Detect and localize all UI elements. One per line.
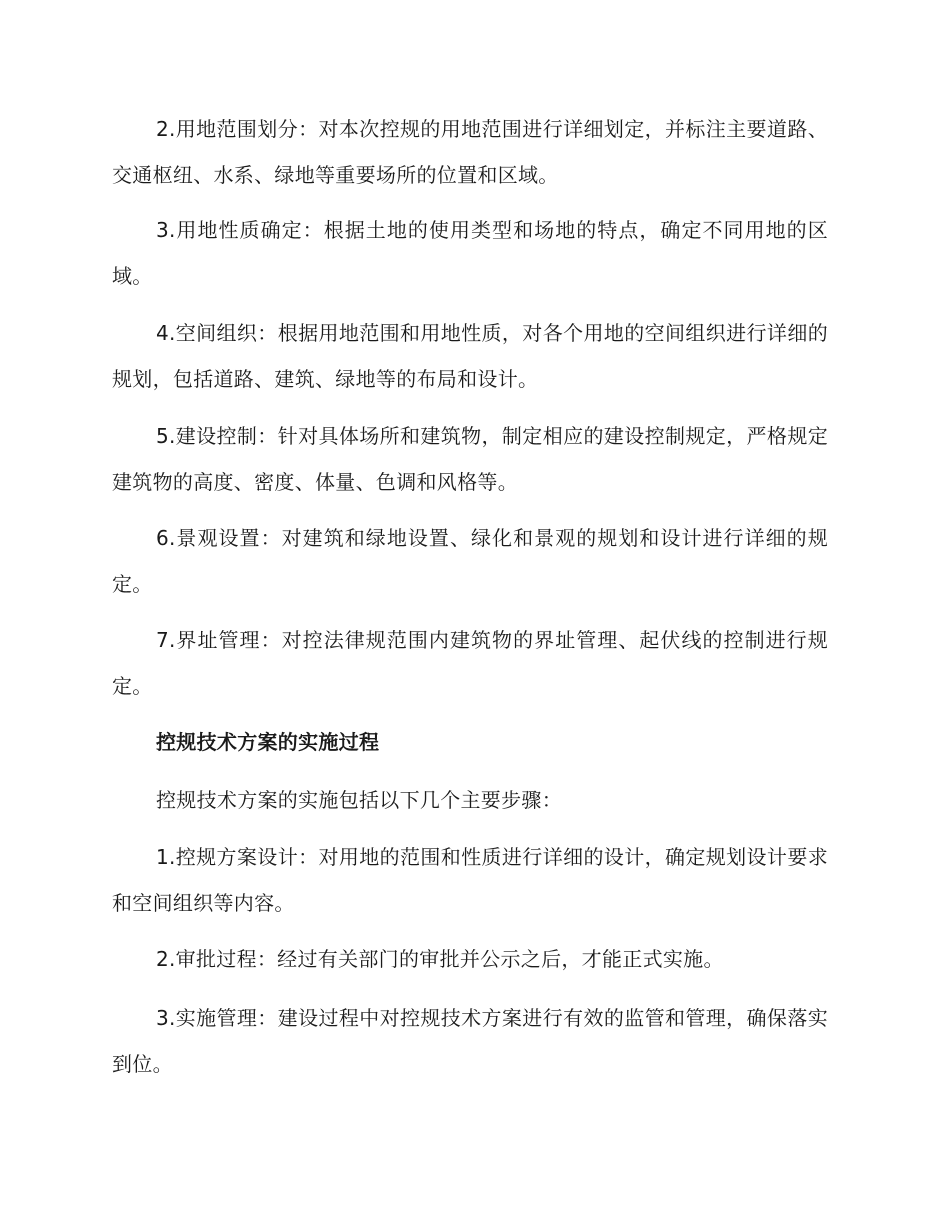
paragraph-landscape: 6.景观设置：对建筑和绿地设置、绿化和景观的规划和设计进行详细的规定。	[112, 526, 828, 596]
paragraph-spatial-organization: 4.空间组织：根据用地范围和用地性质，对各个用地的空间组织进行详细的规划，包括道路、建筑、绿地等的布局和设计。	[112, 321, 828, 391]
step-approval: 2.审批过程：经过有关部门的审批并公示之后，才能正式实施。	[156, 947, 724, 971]
paragraph-land-scope: 2.用地范围划分：对本次控规的用地范围进行详细划定，并标注主要道路、交通枢纽、水系、绿地等重要场所的位置和区域。	[112, 117, 828, 187]
step-plan-design: 1.控规方案设计：对用地的范围和性质进行详细的设计，确定规划设计要求和空间组织等内容。	[112, 845, 828, 915]
paragraph-construction-control: 5.建设控制：针对具体场所和建筑物，制定相应的建设控制规定，严格规定建筑物的高度、密度、体量、色调和风格等。	[112, 424, 828, 494]
paragraph-land-use: 3.用地性质确定：根据土地的使用类型和场地的特点，确定不同用地的区域。	[112, 218, 828, 288]
step-implementation: 3.实施管理：建设过程中对控规技术方案进行有效的监管和管理，确保落实到位。	[112, 1006, 828, 1076]
section-heading: 控规技术方案的实施过程	[156, 730, 380, 754]
paragraph-boundary: 7.界址管理：对控法律规范围内建筑物的界址管理、起伏线的控制进行规定。	[112, 628, 828, 698]
section-intro: 控规技术方案的实施包括以下几个主要步骤：	[156, 788, 562, 812]
